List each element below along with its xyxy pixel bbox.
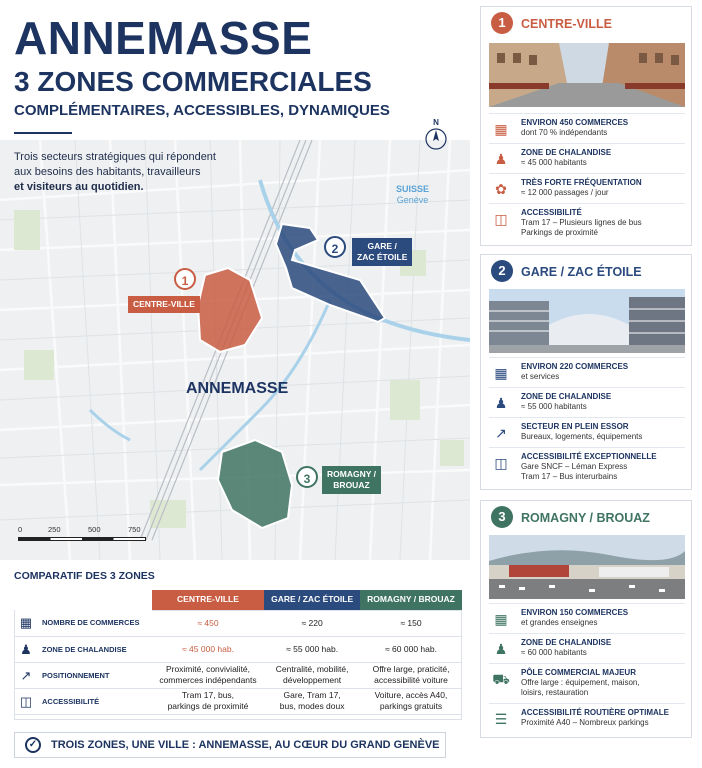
store-icon: ▦ xyxy=(14,610,38,636)
store-icon: ▦ xyxy=(494,611,508,627)
car-icon: ⛟ xyxy=(492,671,510,687)
zone3-label: ROMAGNY / BROUAZ xyxy=(322,466,381,494)
chart-icon: ↗ xyxy=(14,662,38,688)
people-icon: ♟ xyxy=(14,636,38,662)
footer-banner: ✓ TROIS ZONES, UNE VILLE : ANNEMASSE, AU CŒUR DU GRAND GENÈVE xyxy=(14,732,446,758)
table-header-centre: CENTRE-VILLE xyxy=(152,590,264,610)
people-icon: ♟ xyxy=(494,395,508,411)
comparison-title: COMPARATIF DES 3 ZONES xyxy=(14,570,155,582)
table-row: ▦ NOMBRE DE COMMERCES ≈ 450 ≈ 220 ≈ 150 xyxy=(14,610,462,636)
card-title: ROMAGNY / BROUAZ xyxy=(521,511,650,525)
card-number: 2 xyxy=(491,260,513,282)
card-number: 1 xyxy=(491,12,513,34)
card-title: GARE / ZAC ÉTOILE xyxy=(521,265,642,279)
card-title: CENTRE-VILLE xyxy=(521,17,612,31)
tram-icon: ◫ xyxy=(14,688,38,714)
train-icon: ◫ xyxy=(494,455,508,471)
suisse-label: SUISSE Genève xyxy=(396,184,430,205)
list-item: ⛟ PÔLE COMMERCIAL MAJEUR Offre large : équipement, maison, loisirs, restauration xyxy=(489,663,685,703)
list-item: ♟ ZONE DE CHALANDISE ≈ 55 000 habitants xyxy=(489,387,685,417)
table-header-romagny: ROMAGNY / BROUAZ xyxy=(360,590,462,610)
page-tagline: COMPLÉMENTAIRES, ACCESSIBLES, DYNAMIQUES xyxy=(14,102,390,119)
list-item: ◫ ACCESSIBILITÉ EXCEPTIONNELLE Gare SNCF – Léman Express Tram 17 – Bus interurbains xyxy=(489,447,685,487)
list-item: ◫ ACCESSIBILITÉ Tram 17 – Plusieurs lignes de bus Parkings de proximité xyxy=(489,203,685,243)
intro-text: Trois secteurs stratégiques qui répondent aux besoins des habitants, travailleurs et visiteurs au quotidien. xyxy=(14,151,216,193)
tram-icon: ◫ xyxy=(494,211,508,227)
city-label: ANNEMASSE xyxy=(186,380,289,397)
road-icon: ☰ xyxy=(494,711,508,727)
list-item: ♟ ZONE DE CHALANDISE ≈ 60 000 habitants xyxy=(489,633,685,663)
title-rule xyxy=(14,132,72,134)
card-number: 3 xyxy=(491,506,513,528)
photo-gare xyxy=(489,289,685,353)
list-item: ☰ ACCESSIBILITÉ ROUTIÈRE OPTIMALE Proximité A40 – Nombreux parkings xyxy=(489,703,685,733)
zone2-label: GARE / ZAC ÉTOILE xyxy=(352,238,412,266)
list-item: ▦ ENVIRON 220 COMMERCES et services xyxy=(489,357,685,387)
check-icon: ✓ xyxy=(25,737,41,753)
page-title: ANNEMASSE xyxy=(14,12,313,64)
people-icon: ♟ xyxy=(494,641,508,657)
card-gare xyxy=(480,254,692,490)
table-header-gare: GARE / ZAC ÉTOILE xyxy=(264,590,360,610)
zone2-number: 2 xyxy=(324,236,346,258)
card-romagny xyxy=(480,500,692,738)
growth-icon: ↗ xyxy=(495,425,507,441)
north-arrow-icon: N xyxy=(424,118,448,154)
people-icon: ♟ xyxy=(494,151,508,167)
comparison-table xyxy=(14,590,462,715)
footsteps-icon: ✿ xyxy=(495,181,507,197)
list-item: ↗ SECTEUR EN PLEIN ESSOR Bureaux, logements, équipements xyxy=(489,417,685,447)
list-item: ▦ ENVIRON 450 COMMERCES dont 70 % indépendants xyxy=(489,113,685,143)
zone1-number: 1 xyxy=(174,268,196,290)
table-row: ◫ ACCESSIBILITÉ Tram 17, bus, parkings de proximité Gare, Tram 17, bus, modes doux Voiture, accès A40, parkings gratuits xyxy=(14,688,462,714)
store-icon: ▦ xyxy=(494,365,508,381)
card-centre-ville xyxy=(480,6,692,246)
list-item: ♟ ZONE DE CHALANDISE ≈ 45 000 habitants xyxy=(489,143,685,173)
page-subtitle: 3 ZONES COMMERCIALES xyxy=(14,66,372,97)
list-item: ▦ ENVIRON 150 COMMERCES et grandes enseignes xyxy=(489,603,685,633)
zone3-number: 3 xyxy=(296,466,318,488)
store-icon: ▦ xyxy=(494,121,508,137)
table-row: ↗ POSITIONNEMENT Proximité, convivialité, commerces indépendants Centralité, mobilité, développement Offre large, praticité, accessibilité voiture xyxy=(14,662,462,688)
photo-centre-ville xyxy=(489,43,685,107)
list-item: ✿ TRÈS FORTE FRÉQUENTATION ≈ 12 000 passages / jour xyxy=(489,173,685,203)
table-row: ♟ ZONE DE CHALANDISE ≈ 45 000 hab. ≈ 55 000 hab. ≈ 60 000 hab. xyxy=(14,636,462,662)
photo-romagny xyxy=(489,535,685,599)
zone1-label: CENTRE-VILLE xyxy=(128,296,200,313)
